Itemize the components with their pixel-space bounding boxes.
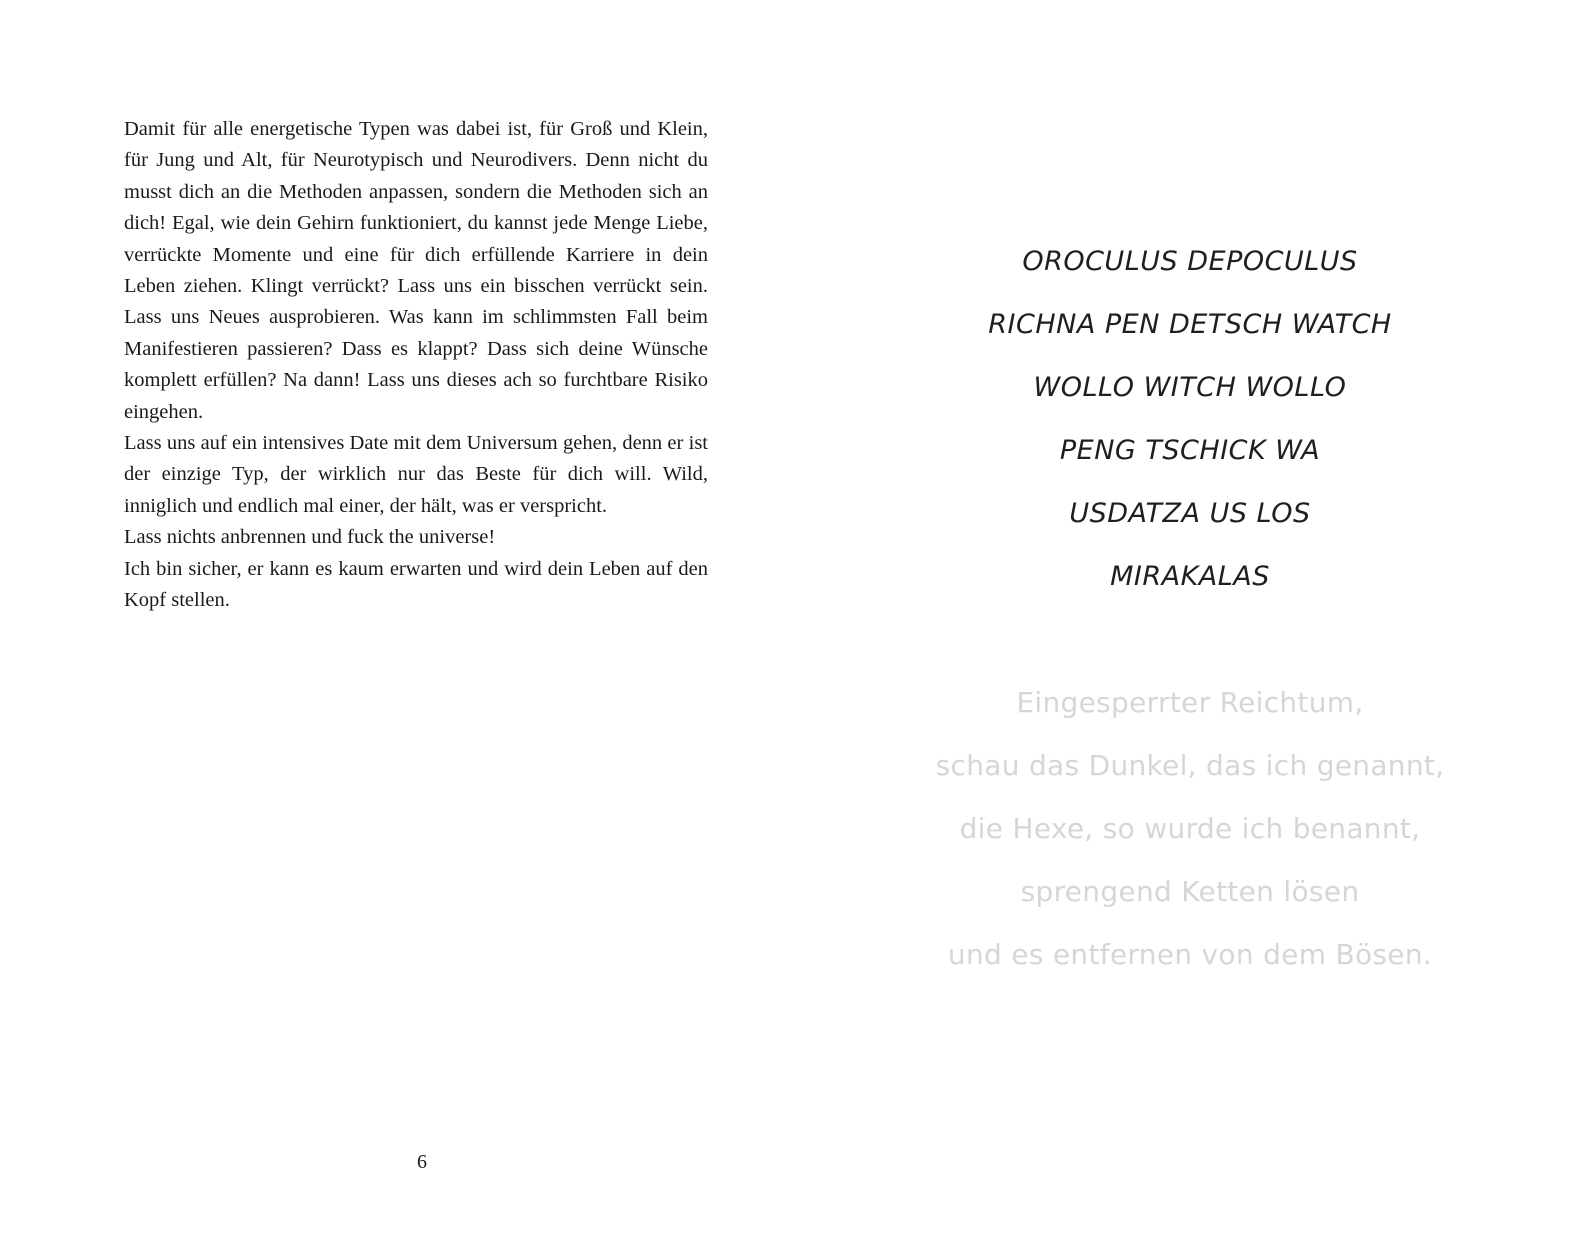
verse-line: sprengend Ketten lösen [1020, 875, 1360, 908]
page-number: 6 [417, 1151, 427, 1173]
spell-line: PENG TSCHICK WA [1059, 435, 1321, 466]
verse-line: und es entfernen von dem Bösen. [947, 938, 1433, 971]
spell-line: OROCULUS DEPOCULUS [1022, 246, 1358, 277]
paragraph: Ich bin sicher, er kann es kaum erwarten und wird dein Leben auf den Kopf stellen. [124, 557, 708, 612]
spell-block [870, 230, 1510, 608]
spell-line: USDATZA US LOS [1069, 498, 1311, 529]
paragraph: Lass uns auf ein intensives Date mit dem Universum gehen, denn er ist der einzige Typ, der wirklich nur das Beste für dich will. Wild, inniglich und endlich mal einer, der hält, was er verspricht. [124, 432, 708, 517]
left-page-text [124, 114, 708, 617]
spell-line: WOLLO WITCH WOLLO [1033, 372, 1347, 403]
verse-line: schau das Dunkel, das ich genannt, [935, 749, 1445, 782]
verse-line: die Hexe, so wurde ich benannt, [959, 812, 1421, 845]
paragraph: Lass nichts anbrennen und fuck the universe! [124, 526, 496, 549]
spell-line: RICHNA PEN DETSCH WATCH [988, 309, 1392, 340]
translation-verse [870, 671, 1510, 986]
spell-line: MIRAKALAS [1110, 561, 1270, 592]
right-page-incantation [870, 230, 1510, 986]
verse-line: Eingesperrter Reichtum, [1016, 686, 1364, 719]
paragraph: Damit für alle energetische Typen was dabei ist, für Groß und Klein, für Jung und Alt, für Neurotypisch und Neurodivers. Denn nicht du musst dich an die Methoden anpassen, sondern die Methoden sich an dich! Egal, wie dein Gehirn funktioniert, du kannst jede Menge Liebe, verrückte Momente und eine für dich erfüllende Karriere in dein Leben ziehen. Klingt verrückt? Lass uns ein bisschen verrückt sein. Lass uns Neues ausprobieren. Was kann im schlimmsten Fall beim Manifestieren passieren? Dass es klappt? Dass sich deine Wünsche komplett erfüllen? Na dann! Lass uns dieses ach so furchtbare Risiko eingehen. [124, 118, 708, 423]
